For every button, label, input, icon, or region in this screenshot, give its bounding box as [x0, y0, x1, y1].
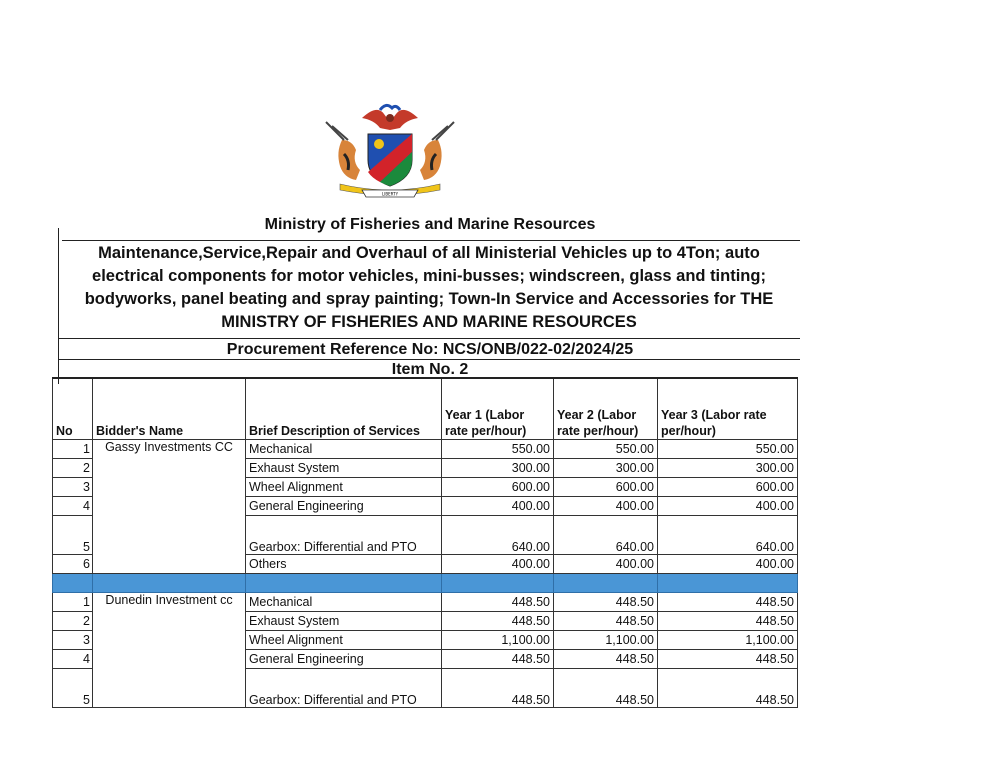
- year3-rate: 448.50: [658, 593, 798, 612]
- year2-rate: 640.00: [554, 516, 658, 555]
- year3-rate: 400.00: [658, 555, 798, 574]
- col-header-year2: Year 2 (Labor rate per/hour): [554, 378, 658, 440]
- service-description: Mechanical: [246, 440, 442, 459]
- group-separator-row: [53, 574, 798, 593]
- year3-rate: 1,100.00: [658, 631, 798, 650]
- table-row: [53, 593, 798, 612]
- col-header-no: No: [53, 378, 93, 440]
- row-no: 5: [53, 669, 93, 708]
- row-no: 2: [53, 459, 93, 478]
- service-description: Exhaust System: [246, 459, 442, 478]
- bids-table: [52, 377, 798, 708]
- service-description: Exhaust System: [246, 612, 442, 631]
- service-description: Wheel Alignment: [246, 631, 442, 650]
- ministry-name: Ministry of Fisheries and Marine Resources: [264, 216, 596, 233]
- year3-rate: 400.00: [658, 497, 798, 516]
- col-header-bidder: Bidder's Name: [93, 378, 246, 440]
- service-description: Wheel Alignment: [246, 478, 442, 497]
- year1-rate: 300.00: [442, 459, 554, 478]
- svg-text:LIBERTY: LIBERTY: [381, 191, 399, 197]
- year2-rate: 448.50: [554, 612, 658, 631]
- year3-rate: 300.00: [658, 459, 798, 478]
- divider: [58, 338, 800, 339]
- year3-rate: 448.50: [658, 669, 798, 708]
- col-header-year3: Year 3 (Labor rate per/hour): [658, 378, 798, 440]
- service-description: Mechanical: [246, 593, 442, 612]
- year1-rate: 448.50: [442, 669, 554, 708]
- service-description: General Engineering: [246, 650, 442, 669]
- service-description: Others: [246, 555, 442, 574]
- year2-rate: 600.00: [554, 478, 658, 497]
- year2-rate: 400.00: [554, 497, 658, 516]
- row-no: 3: [53, 631, 93, 650]
- procurement-reference: Procurement Reference No: NCS/ONB/022-02/2024/25: [226, 341, 634, 358]
- row-no: 6: [53, 555, 93, 574]
- year2-rate: 448.50: [554, 593, 658, 612]
- year1-rate: 448.50: [442, 593, 554, 612]
- coat-of-arms-image: [322, 100, 458, 200]
- table-row: [53, 440, 798, 459]
- service-description: General Engineering: [246, 497, 442, 516]
- row-no: 3: [53, 478, 93, 497]
- year1-rate: 400.00: [442, 497, 554, 516]
- year1-rate: 600.00: [442, 478, 554, 497]
- year1-rate: 448.50: [442, 650, 554, 669]
- year1-rate: 448.50: [442, 612, 554, 631]
- row-no: 5: [53, 516, 93, 555]
- year1-rate: 1,100.00: [442, 631, 554, 650]
- service-description: Gearbox: Differential and PTO: [246, 669, 442, 708]
- row-no: 1: [53, 593, 93, 612]
- row-no: 1: [53, 440, 93, 459]
- year2-rate: 1,100.00: [554, 631, 658, 650]
- col-header-description: Brief Description of Services: [246, 378, 442, 440]
- divider: [58, 359, 800, 360]
- year2-rate: 448.50: [554, 669, 658, 708]
- year3-rate: 640.00: [658, 516, 798, 555]
- item-number: Item No. 2: [391, 361, 469, 378]
- service-description: Gearbox: Differential and PTO: [246, 516, 442, 555]
- year1-rate: 400.00: [442, 555, 554, 574]
- row-no: 2: [53, 612, 93, 631]
- bidder-name: Gassy Investments CC: [93, 440, 246, 574]
- year2-rate: 300.00: [554, 459, 658, 478]
- year2-rate: 448.50: [554, 650, 658, 669]
- row-no: 4: [53, 497, 93, 516]
- tender-title: Maintenance,Service,Repair and Overhaul of all Ministerial Vehicles up to 4Ton; auto electrical components for motor vehicles, mini-busses; windscreen, glass and tinting; bodyworks, panel beating and spray painting; Town-In Service and Accessories for THE MINISTRY OF FISHERIES AND MARINE RESOURCES: [84, 244, 774, 331]
- year3-rate: 550.00: [658, 440, 798, 459]
- year1-rate: 640.00: [442, 516, 554, 555]
- year3-rate: 448.50: [658, 612, 798, 631]
- year1-rate: 550.00: [442, 440, 554, 459]
- year2-rate: 400.00: [554, 555, 658, 574]
- col-header-year1: Year 1 (Labor rate per/hour): [442, 378, 554, 440]
- year3-rate: 600.00: [658, 478, 798, 497]
- year2-rate: 550.00: [554, 440, 658, 459]
- row-no: 4: [53, 650, 93, 669]
- bidder-name: Dunedin Investment cc: [93, 593, 246, 708]
- year3-rate: 448.50: [658, 650, 798, 669]
